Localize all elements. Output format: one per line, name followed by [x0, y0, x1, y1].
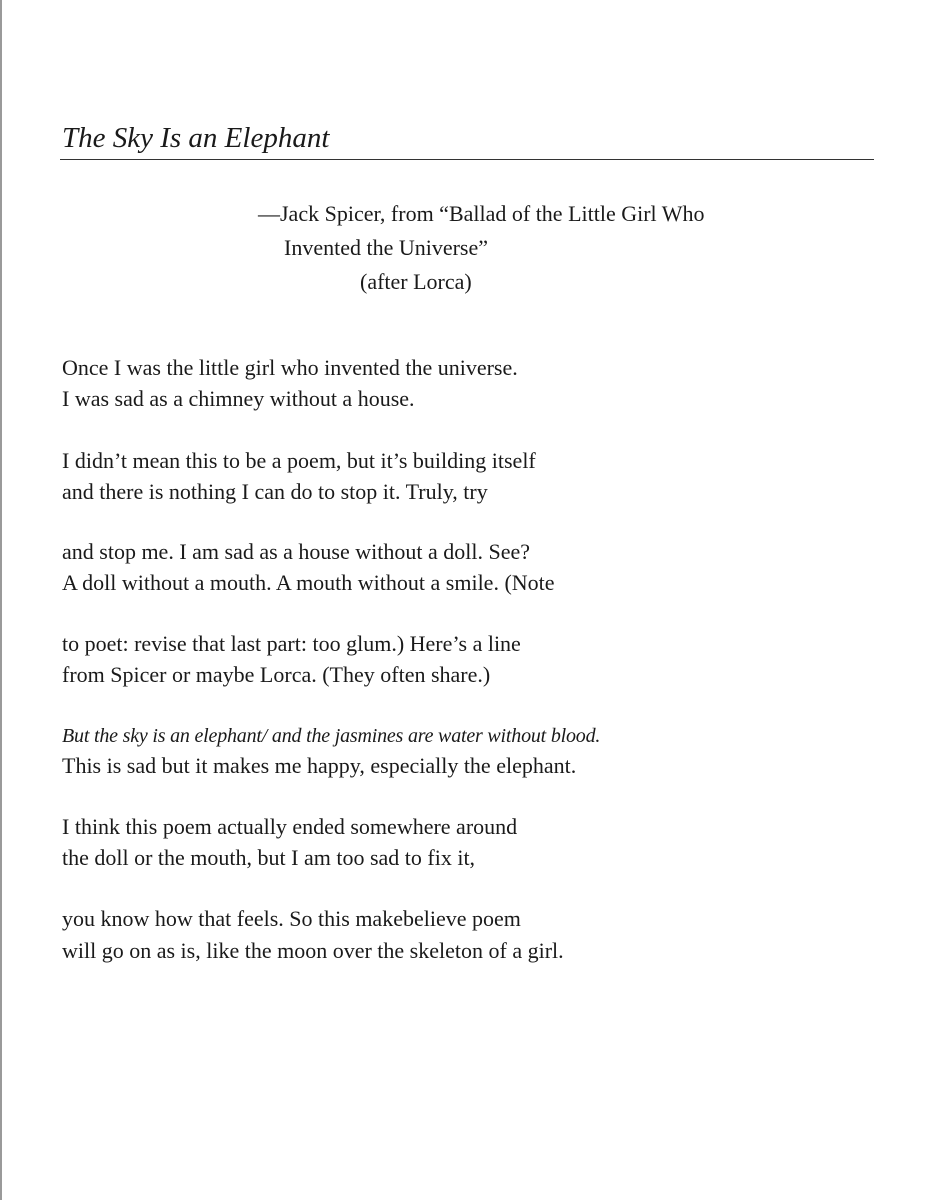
poem-line: A doll without a mouth. A mouth without a smile. (Note [62, 570, 555, 595]
poem-line: I was sad as a chimney without a house. [62, 386, 415, 411]
epigraph-line-2: Invented the Universe” [284, 235, 489, 260]
title-rule [60, 159, 874, 160]
poem-line: Once I was the little girl who invented the universe. [62, 355, 518, 380]
poem-line: and there is nothing I can do to stop it. Truly, try [62, 479, 488, 504]
poem-line: and stop me. I am sad as a house without a doll. See? [62, 539, 531, 564]
quoted-line: But the sky is an elephant/ and the jasmines are water without blood. [62, 725, 601, 747]
poem-line: the doll or the mouth, but I am too sad to fix it, [62, 845, 476, 870]
epigraph-line-1: —Jack Spicer, from “Ballad of the Little Girl Who [258, 201, 705, 226]
poem-title: The Sky Is an Elephant [62, 122, 330, 154]
poem-line: from Spicer or maybe Lorca. (They often share.) [62, 662, 491, 687]
poem-line: I didn’t mean this to be a poem, but it’s building itself [62, 448, 536, 473]
poem-line: This is sad but it makes me happy, especially the elephant. [62, 753, 577, 778]
poem-line: will go on as is, like the moon over the skeleton of a girl. [62, 938, 564, 963]
poem-line: you know how that feels. So this makebelieve poem [62, 906, 521, 931]
poem-line: I think this poem actually ended somewhere around [62, 814, 518, 839]
page-left-edge [0, 0, 2, 1200]
poem-line: to poet: revise that last part: too glum.) Here’s a line [62, 631, 521, 656]
epigraph-line-3: (after Lorca) [360, 269, 472, 294]
